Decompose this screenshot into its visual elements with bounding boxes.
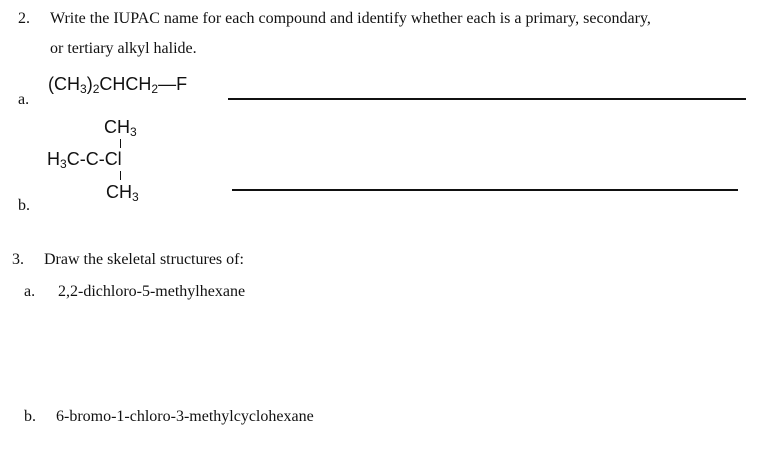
formula-part: (CH	[48, 74, 80, 94]
group-text: CH	[106, 182, 132, 202]
formula-subscript: 3	[80, 82, 87, 96]
answer-line-end	[704, 189, 738, 191]
question-2a-formula	[48, 74, 188, 96]
formula-subscript: 2	[151, 82, 159, 96]
question-2a-label: a.	[18, 91, 30, 108]
group-subscript: 3	[60, 157, 67, 171]
question-3-prompt: Draw the skeletal structures of:	[44, 251, 244, 268]
chlorine: Cl	[104, 149, 122, 169]
question-2b-answer-line[interactable]	[232, 189, 738, 191]
formula-part: )	[86, 74, 93, 94]
methyl-top	[104, 117, 137, 139]
bond-bottom	[120, 171, 121, 180]
bond-top	[120, 139, 121, 148]
group-text: H	[47, 149, 60, 169]
question-3-number: 3.	[12, 251, 24, 268]
formula-halogen: F	[176, 74, 188, 94]
formula-subscript: 2	[92, 82, 100, 96]
formula-part: CHCH	[99, 74, 152, 94]
question-2-number: 2.	[18, 10, 30, 27]
answer-line-end	[712, 98, 746, 100]
methyl-bottom	[106, 182, 139, 204]
formula-bond: —	[158, 74, 177, 94]
central-carbon: C	[85, 149, 99, 169]
main-chain	[47, 149, 122, 171]
question-3b-name: 6-bromo-1-chloro-3-methylcyclohexane	[56, 408, 314, 425]
question-3a-label: a.	[24, 283, 36, 300]
group-text: CH	[104, 117, 130, 137]
question-2a-answer-line[interactable]	[228, 98, 746, 100]
question-2b-label: b.	[18, 197, 30, 214]
question-2-prompt-line-1: Write the IUPAC name for each compound and identify whether each is a primary, secondary,	[50, 10, 651, 27]
question-3b-label: b.	[24, 408, 36, 425]
bond-dash: -	[79, 149, 86, 169]
group-subscript: 3	[130, 125, 137, 139]
question-3a-name: 2,2-dichloro-5-methylhexane	[58, 283, 246, 300]
group-text: C	[66, 149, 80, 169]
bond-dash: -	[98, 149, 105, 169]
group-subscript: 3	[132, 190, 139, 204]
question-2-prompt-line-2: or tertiary alkyl halide.	[50, 40, 197, 57]
